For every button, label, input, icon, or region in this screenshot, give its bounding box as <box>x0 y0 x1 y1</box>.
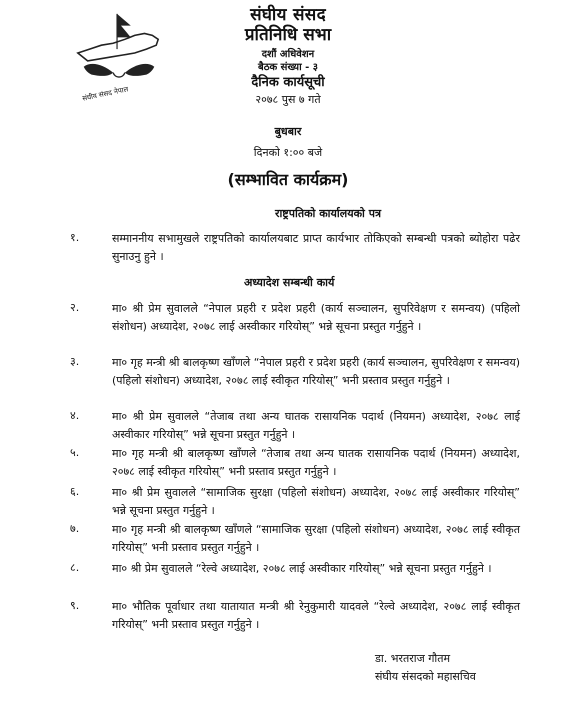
header-meeting-number: बैठक संख्या - ३ <box>258 62 318 73</box>
section-ordinance: अध्यादेश सम्बन्धी कार्य <box>244 276 335 289</box>
header-day: बुधबार <box>274 125 302 138</box>
agenda-item-number: ३. <box>70 355 80 368</box>
agenda-item-text: मा० श्री प्रेम सुवालले “रेल्वे अध्यादेश, २०७८ लाई अस्वीकार गरियोस्” भन्ने सूचना प्रस्तुत गर्नुहुने । <box>112 562 492 575</box>
header-session: दशौं अधिवेशन <box>261 49 315 60</box>
header-date: २०७८ पुस ७ गते <box>255 93 321 106</box>
header-federal-parliament: संघीय संसद <box>250 5 326 25</box>
agenda-item-text: सम्माननीय सभामुखले राष्ट्रपतिको कार्यालयबाट प्राप्त कार्यभार तोकिएको सम्बन्धी पत्रको ब्योहोरा पढेर सुनाउनु हुने । <box>112 232 520 263</box>
agenda-item-number: ४. <box>70 409 80 422</box>
header-agenda-title: दैनिक कार्यसूची <box>251 75 325 90</box>
agenda-item-number: ८. <box>70 561 80 574</box>
agenda-item-number: ५. <box>70 446 80 459</box>
header-program: (सम्भावित कार्यक्रम) <box>227 170 349 189</box>
signature-block <box>375 650 476 686</box>
agenda-item-number: १. <box>70 231 80 244</box>
agenda-item-text: मा० गृह मन्त्री श्री बालकृष्ण खाँणले “नेपाल प्रहरी र प्रदेश प्रहरी (कार्य सञ्चालन, सुपरिवेक्षण र समन्वय) (पहिलो संशोधन) अध्यादेश, २०७८ लाई स्वीकृत गरियोस्” भनी प्रस्ताव प्रस्तुत गर्नुहुने । <box>112 356 520 387</box>
agenda-item-number: ९. <box>70 599 80 612</box>
section-president-letter: राष्ट्रपतिको कार्यालयको पत्र <box>274 207 382 220</box>
header-time: दिनको १:०० बजे <box>253 146 323 159</box>
agenda-item-text: मा० गृह मन्त्री श्री बालकृष्ण खाँणले “तेजाब तथा अन्य घातक रासायनिक पदार्थ (नियमन) अध्यादेश, २०७८ लाई स्वीकृत गरियोस्” भनी प्रस्ताव प्रस्तुत गर्नुहुने । <box>112 447 520 478</box>
header-house-of-representatives: प्रतिनिधि सभा <box>244 25 332 45</box>
signatory-title: संघीय संसदको महासचिव <box>375 670 476 683</box>
agenda-item-text: मा० गृह मन्त्री श्री बालकृष्ण खाँणले “सामाजिक सुरक्षा (पहिलो संशोधन) अध्यादेश, २०७८ लाई स्वीकृत गरियोस्” भनी प्रस्ताव प्रस्तुत गर्नुहुने । <box>112 523 520 554</box>
agenda-item-text: मा० भौतिक पूर्वाधार तथा यातायात मन्त्री श्री रेनुकुमारी यादवले “रेल्वे अध्यादेश, २०७८ लाई स्वीकृत गरियोस्” भनी प्रस्ताव प्रस्तुत गर्नुहुने । <box>112 600 520 631</box>
agenda-item-text: मा० श्री प्रेम सुवालले “सामाजिक सुरक्षा (पहिलो संशोधन) अध्यादेश, २०७८ लाई अस्वीकार गरियोस्” भन्ने सूचना प्रस्तुत गर्नुहुने । <box>112 486 520 517</box>
emblem-caption: संघीय संसद नेपाल <box>81 85 130 103</box>
agenda-item-text: मा० श्री प्रेम सुवालले “नेपाल प्रहरी र प्रदेश प्रहरी (कार्य सञ्चालन, सुपरिवेक्षण र समन्वय) (पहिलो संशोधन) अध्यादेश, २०७८ लाई अस्वीकार गरियोस्” भन्ने सूचना प्रस्तुत गर्नुहुने । <box>112 302 520 333</box>
agenda-item-number: ६. <box>70 485 80 498</box>
agenda-item-number: २. <box>70 301 80 314</box>
agenda-item-number: ७. <box>70 522 80 535</box>
agenda-item-text: मा० श्री प्रेम सुवालले “तेजाब तथा अन्य घातक रासायनिक पदार्थ (नियमन) अध्यादेश, २०७८ लाई अस्वीकार गरियोस्” भन्ने सूचना प्रस्तुत गर्नुहुने । <box>112 410 520 441</box>
signatory-name: डा. भरतराज गौतम <box>375 652 451 665</box>
